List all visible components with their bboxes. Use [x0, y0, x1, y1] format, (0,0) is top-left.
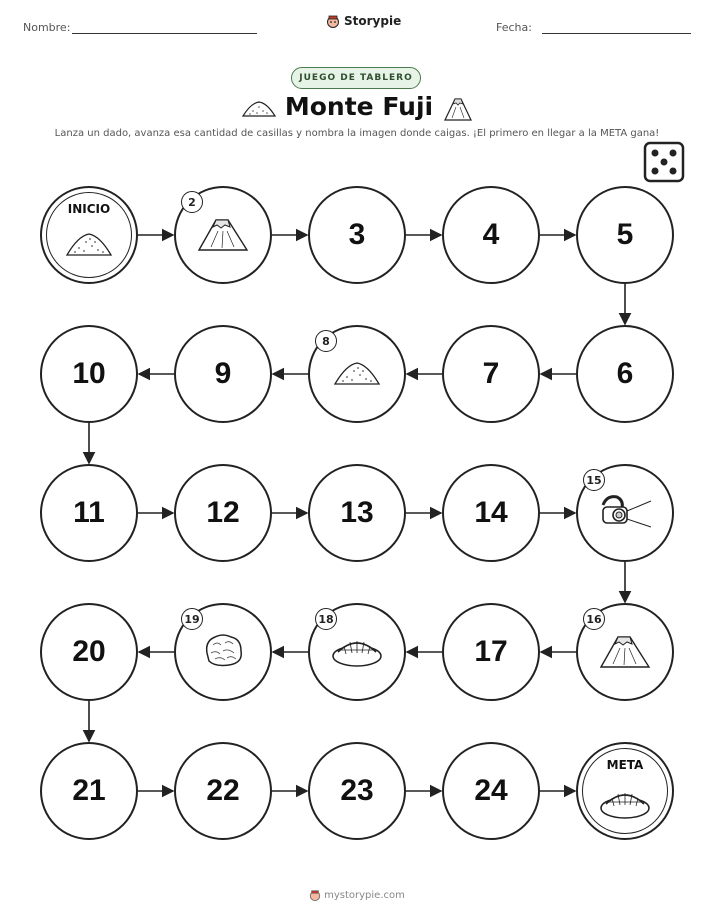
board-space-12	[174, 464, 272, 562]
rock-icon	[201, 631, 245, 673]
space-number: 7	[482, 357, 500, 390]
space-caption: META	[606, 758, 644, 772]
finish-space	[576, 742, 674, 840]
space-number: 21	[72, 774, 106, 807]
board-space-4	[442, 186, 540, 284]
space-number: 12	[206, 496, 240, 529]
space-number: 3	[348, 218, 366, 251]
space-number: 20	[72, 635, 106, 668]
board-space-17	[442, 603, 540, 701]
start-space	[40, 186, 138, 284]
space-number: 17	[474, 635, 508, 668]
space-number: 22	[206, 774, 240, 807]
footer	[0, 889, 714, 901]
space-number: 5	[616, 218, 634, 251]
space-number: 23	[340, 774, 374, 807]
space-number: 24	[474, 774, 508, 807]
board-space-10	[40, 325, 138, 423]
brand-name: Storypie	[344, 14, 402, 28]
board-space-5	[576, 186, 674, 284]
title-text: Monte Fuji	[284, 92, 434, 121]
sandal-icon	[330, 632, 384, 672]
space-number: 14	[474, 496, 508, 529]
space-number-badge: 2	[181, 191, 203, 213]
board-space-20	[40, 603, 138, 701]
name-label: Nombre:	[23, 21, 71, 34]
board-space-24	[442, 742, 540, 840]
space-number-badge: 18	[315, 608, 337, 630]
board-space-21	[40, 742, 138, 840]
space-number-badge: 19	[181, 608, 203, 630]
board-space-9	[174, 325, 272, 423]
board-space-22	[174, 742, 272, 840]
space-number-badge: 15	[583, 469, 605, 491]
storypie-mascot-icon	[309, 889, 321, 901]
space-number: 13	[340, 496, 374, 529]
headlamp-icon	[597, 491, 653, 535]
sandal-icon	[598, 784, 652, 824]
board-space-7	[442, 325, 540, 423]
space-number: 10	[72, 357, 106, 390]
space-number: 11	[73, 496, 105, 529]
mountain-icon	[197, 213, 249, 257]
space-number-badge: 16	[583, 608, 605, 630]
date-label: Fecha:	[496, 21, 532, 34]
sand-pile-icon	[64, 228, 114, 262]
mountain-icon	[599, 630, 651, 674]
space-number: 6	[616, 357, 634, 390]
board-space-3	[308, 186, 406, 284]
instructions: Lanza un dado, avanza esa cantidad de casillas y nombra la imagen donde caigas. ¡El primero en llegar a la META gana!	[54, 128, 660, 139]
board-space-13	[308, 464, 406, 562]
space-number: 4	[482, 218, 500, 251]
board-space-11	[40, 464, 138, 562]
board-space-23	[308, 742, 406, 840]
board-game-pill: JUEGO DE TABLERO	[291, 67, 421, 89]
space-caption: INICIO	[67, 202, 111, 216]
board-space-6	[576, 325, 674, 423]
footer-url: mystorypie.com	[324, 890, 405, 901]
sand-pile-icon	[332, 357, 382, 391]
board-space-14	[442, 464, 540, 562]
space-number: 9	[214, 357, 232, 390]
space-number-badge: 8	[315, 330, 337, 352]
